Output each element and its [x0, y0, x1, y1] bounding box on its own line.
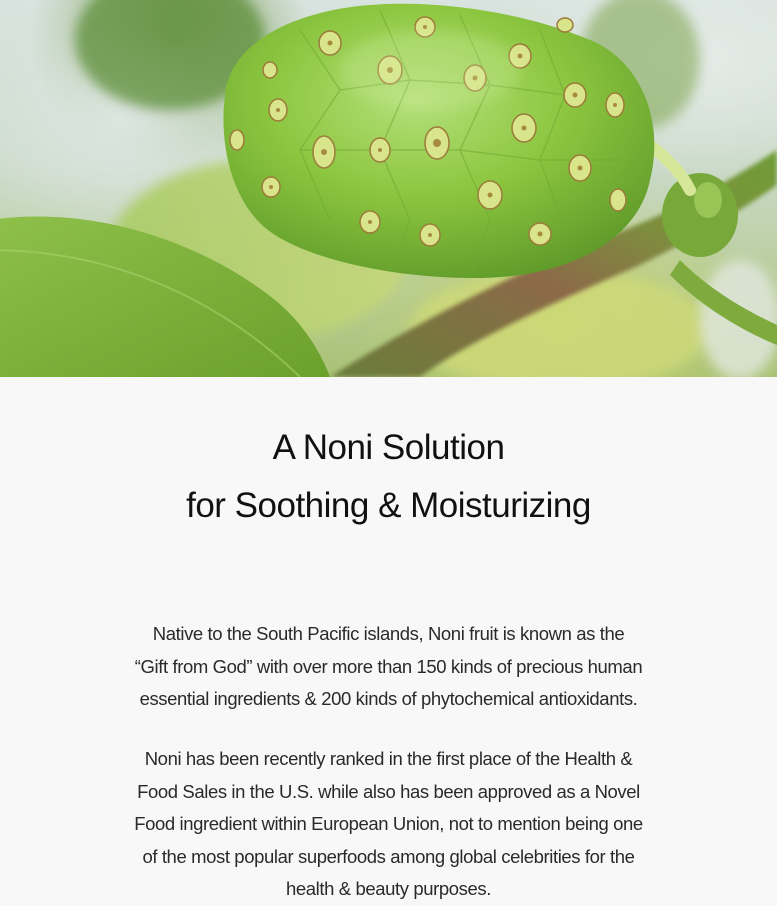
paragraph-line: Native to the South Pacific islands, Noni fruit is known as the — [152, 623, 625, 644]
paragraph-line: Food Sales in the U.S. while also has been approved as a Novel — [137, 780, 640, 802]
paragraph-line: of the most popular superfoods among global celebrities for the — [142, 845, 635, 867]
paragraph-line: essential ingredients & 200 kinds of phytochemical antioxidants. — [139, 688, 638, 709]
paragraph-line: Noni has been recently ranked in the first place of the Health & — [144, 748, 633, 769]
paragraph-line: “Gift from God” with over more than 150 kinds of precious human — [134, 655, 643, 677]
intro-paragraph — [0, 618, 777, 716]
ranking-paragraph — [0, 743, 777, 906]
title-line-1: A Noni Solution — [272, 428, 505, 467]
title-line-2: for Soothing & Moisturizing — [186, 486, 591, 525]
paragraph-line: health & beauty purposes. — [286, 878, 491, 899]
paragraph-line: Food ingredient within European Union, not to mention being one — [134, 813, 643, 834]
